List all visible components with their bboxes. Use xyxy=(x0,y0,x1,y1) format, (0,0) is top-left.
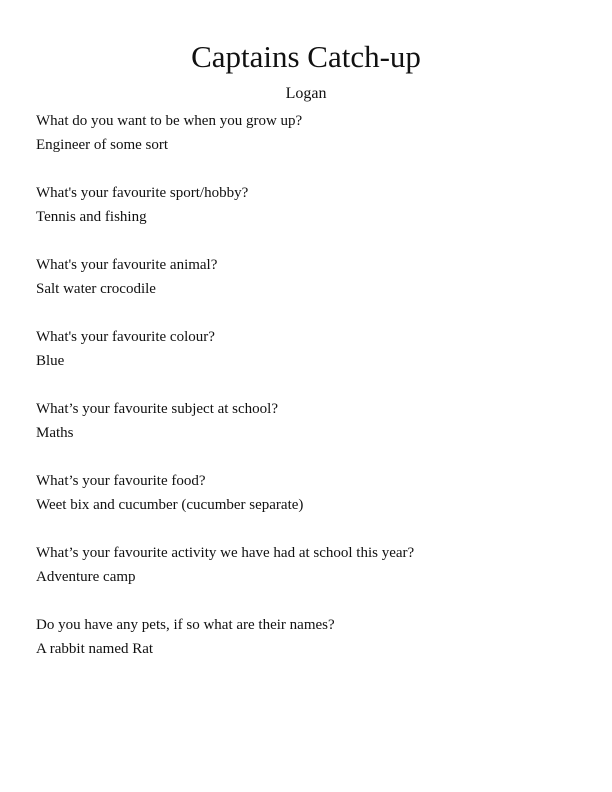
answer-text: Blue xyxy=(36,353,65,369)
answer-text: Tennis and fishing xyxy=(36,209,147,225)
qa-item xyxy=(36,181,576,253)
qa-item xyxy=(36,109,576,181)
answer-text: Engineer of some sort xyxy=(36,137,169,153)
qa-item xyxy=(36,613,576,685)
qa-item xyxy=(36,325,576,397)
qa-item xyxy=(36,469,576,541)
question-text: What’s your favourite activity we have had at school this year? xyxy=(36,545,415,561)
question-text: What's your favourite sport/hobby? xyxy=(36,185,249,201)
answer-text: A rabbit named Rat xyxy=(36,641,154,657)
answer-text: Salt water crocodile xyxy=(36,281,156,297)
qa-item xyxy=(36,253,576,325)
qa-list xyxy=(36,109,576,685)
question-text: Do you have any pets, if so what are their names? xyxy=(36,617,335,633)
question-text: What’s your favourite subject at school? xyxy=(36,401,279,417)
question-text: What's your favourite animal? xyxy=(36,257,218,273)
question-text: What do you want to be when you grow up? xyxy=(36,113,303,129)
qa-item xyxy=(36,397,576,469)
answer-text: Maths xyxy=(36,425,74,441)
page-title: Captains Catch-up xyxy=(191,39,421,74)
answer-text: Weet bix and cucumber (cucumber separate) xyxy=(36,497,304,513)
answer-text: Adventure camp xyxy=(36,569,136,585)
qa-item xyxy=(36,541,576,613)
question-text: What’s your favourite food? xyxy=(36,473,206,489)
question-text: What's your favourite colour? xyxy=(36,329,215,345)
page-subtitle: Logan xyxy=(285,85,327,102)
